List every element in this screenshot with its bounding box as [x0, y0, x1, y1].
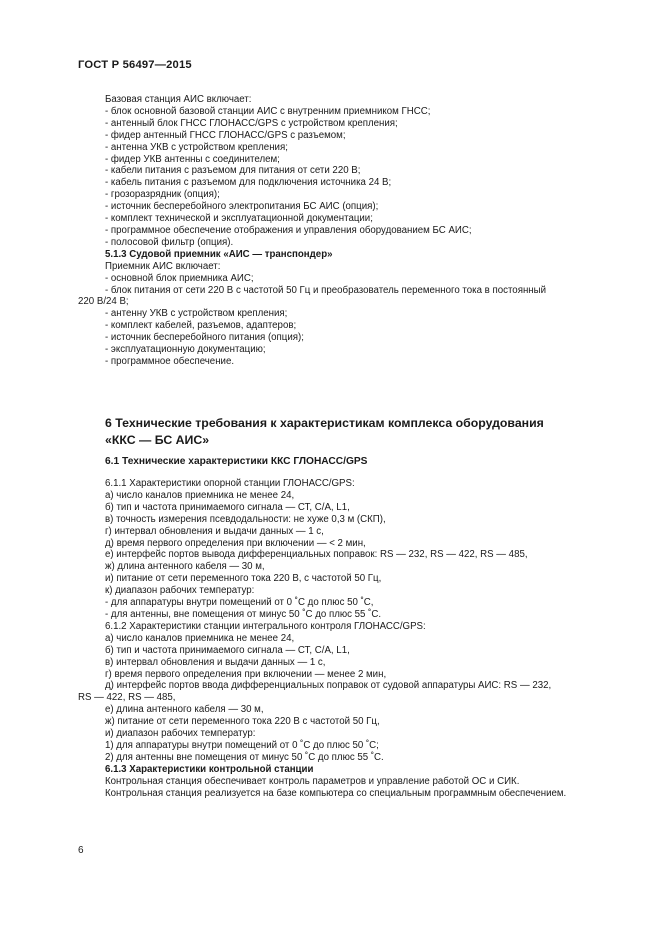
spec-line: д) время первого определения при включении — < 2 мин, [105, 537, 366, 549]
list-item: - программное обеспечение. [105, 355, 235, 367]
list-item: - источник бесперебойного электропитания БС АИС (опция); [105, 201, 379, 213]
spec-line: ж) длина антенного кабеля — 30 м, [105, 561, 265, 573]
spec-line: RS — 422, RS — 485, [78, 692, 176, 704]
list-item: - полосовой фильтр (опция). [105, 236, 234, 248]
list-item: - антенный блок ГНСС ГЛОНАСС/GPS с устройством крепления; [105, 117, 398, 129]
list-item: - фидер УКВ антенны с соединителем; [105, 153, 280, 165]
spec-line: 6.1.1 Характеристики опорной станции ГЛОНАСС/GPS: [105, 478, 355, 489]
list-item: Базовая станция АИС включает: [105, 94, 252, 105]
spec-line: и) диапазон рабочих температур: [105, 728, 256, 740]
section-title-6-line1: 6 Технические требования к характеристикам комплекса оборудования [105, 416, 544, 430]
spec-line: е) длина антенного кабеля — 30 м, [105, 704, 264, 716]
spec-line: - для антенны, вне помещения от минус 50 ˚С до плюс 55 ˚С. [105, 608, 382, 620]
spec-line: е) интерфейс портов вывода дифференциальных поправок: RS — 232, RS — 422, RS — 485, [105, 549, 528, 561]
list-item: - кабели питания с разъемом для питания от сети 220 В; [105, 165, 361, 177]
spec-line: 2) для антенны вне помещения от минус 50 ˚С до плюс 55 ˚С. [105, 751, 384, 763]
spec-line: г) интервал обновления и выдачи данных — 1 с, [105, 525, 324, 537]
spec-line: 1) для аппаратуры внутри помещений от 0 ˚С до плюс 50 ˚С; [105, 739, 379, 751]
spec-line: в) интервал обновления и выдачи данных — 1 с, [105, 656, 326, 668]
spec-line: 6.1.2 Характеристики станции интегрального контроля ГЛОНАСС/GPS: [105, 620, 426, 632]
spec-line: и) питание от сети переменного тока 220 В, с частотой 50 Гц, [105, 573, 382, 585]
body-text: Контрольная станция реализуется на базе компьютера со специальным программным обеспечением. [105, 787, 567, 799]
spec-line: ж) питание от сети переменного тока 220 В с частотой 50 Гц, [105, 716, 380, 728]
section-title-5-1-3: 5.1.3 Судовой приемник «АИС — транспондер» [105, 248, 333, 260]
list-item: - эксплуатационную документацию; [105, 344, 266, 356]
list-item: - комплект технической и эксплуатационной документации; [105, 213, 373, 225]
document-header: ГОСТ Р 56497—2015 [78, 59, 192, 71]
section-title-6-line2: «ККС — БС АИС» [105, 432, 210, 447]
spec-line: г) время первого определения при включении — менее 2 мин, [105, 668, 387, 680]
spec-line: а) число каналов приемника не менее 24, [105, 489, 295, 501]
spec-line: д) интерфейс портов ввода дифференциальных поправок от судовой аппаратуры АИС: RS — 232, [105, 680, 552, 692]
list-item: - блок основной базовой станции АИС с внутренним приемником ГНСС; [105, 105, 431, 117]
list-item: 220 В/24 В; [78, 296, 129, 308]
body-text: Контрольная станция обеспечивает контроль параметров и управление работой ОС и СИК. [105, 775, 520, 787]
spec-line: а) число каналов приемника не менее 24, [105, 632, 295, 644]
section-title-6-1-3: 6.1.3 Характеристики контрольной станции [105, 763, 314, 775]
spec-line: б) тип и частота принимаемого сигнала — СТ, С/А, L1, [105, 501, 350, 513]
section-title-6 [105, 415, 544, 448]
list-item: - блок питания от сети 220 В с частотой 50 Гц и преобразователь переменного тока в постоянный [105, 284, 547, 296]
spec-line: б) тип и частота принимаемого сигнала — СТ, С/А, L1, [105, 644, 350, 656]
list-item: - источник бесперебойного питания (опция); [105, 332, 304, 344]
list-item: - программное обеспечение отображения и управления оборудованием БС АИС; [105, 224, 472, 236]
list-item: - грозоразрядник (опция); [105, 189, 220, 201]
list-item: Приемник АИС включает: [105, 260, 221, 272]
list-item: - основной блок приемника АИС; [105, 272, 254, 284]
list-item: - кабель питания с разъемом для подключения источника 24 В; [105, 177, 392, 189]
spec-line: в) точность измерения псевдодальности: не хуже 0,3 м (СКП), [105, 513, 386, 525]
ais-base-station-list [78, 94, 618, 368]
spec-line: к) диапазон рабочих температур: [105, 585, 255, 597]
page-number: 6 [78, 845, 84, 856]
list-item: - антенна УКВ с устройством крепления; [105, 141, 288, 153]
list-item: - комплект кабелей, разъемов, адаптеров; [105, 320, 297, 332]
glonass-specs [78, 478, 618, 799]
spec-line: - для аппаратуры внутри помещений от 0 ˚С до плюс 50 ˚С, [105, 597, 374, 609]
section-title-6-1: 6.1 Технические характеристики ККС ГЛОНАСС/GPS [105, 456, 368, 467]
list-item: - фидер антенный ГНСС ГЛОНАСС/GPS с разъемом; [105, 129, 346, 141]
list-item: - антенну УКВ с устройством крепления; [105, 308, 288, 320]
